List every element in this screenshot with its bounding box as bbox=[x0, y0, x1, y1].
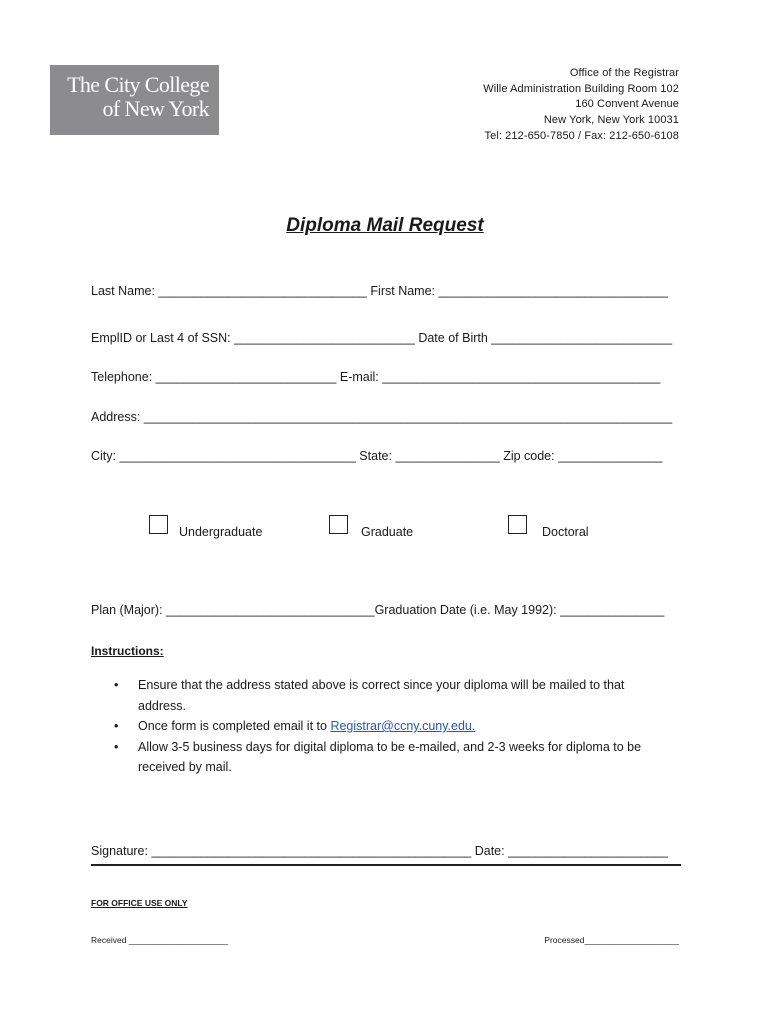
office-phone-fax: Tel: 212-650-7850 / Fax: 212-650-6108 bbox=[484, 129, 679, 142]
address-field[interactable]: Address: ____________________________________________________________________________ bbox=[91, 410, 673, 424]
graduate-label: Graduate bbox=[361, 525, 414, 539]
instruction-text: Allow 3-5 business days for digital diploma to be e-mailed, and 2-3 weeks for diploma to be received by mail. bbox=[138, 739, 642, 774]
logo-line-1: The City College bbox=[67, 72, 209, 97]
name-fields[interactable]: Last Name: ______________________________ First Name: _________________________________ bbox=[91, 284, 668, 298]
instruction-item bbox=[91, 675, 651, 716]
office-name: Office of the Registrar bbox=[569, 67, 679, 79]
registrar-email-link[interactable]: Registrar@ccny.cuny.edu. bbox=[330, 719, 476, 733]
form-title: Diploma Mail Request bbox=[286, 215, 484, 236]
instructions-list bbox=[91, 675, 651, 778]
instructions-title: Instructions: bbox=[91, 644, 164, 658]
instruction-item bbox=[91, 737, 651, 778]
graduate-checkbox[interactable] bbox=[329, 515, 348, 534]
signature-date-fields[interactable]: Signature: ______________________________________________ Date: _______________________ bbox=[91, 844, 668, 858]
plan-graduation-fields[interactable]: Plan (Major): ______________________________Graduation Date (i.e. May 1992): _______________ bbox=[91, 603, 665, 617]
college-logo bbox=[50, 65, 219, 135]
office-street: 160 Convent Avenue bbox=[575, 98, 679, 111]
office-use-title: FOR OFFICE USE ONLY bbox=[91, 898, 188, 908]
bullet-icon: • bbox=[114, 719, 119, 733]
processed-field[interactable]: Processed____________________ bbox=[544, 935, 679, 945]
instruction-text: Ensure that the address stated above is correct since your diploma will be mailed to that address. bbox=[138, 678, 625, 713]
instruction-text: Once form is completed email it to bbox=[138, 719, 331, 733]
received-field[interactable]: Received _____________________ bbox=[91, 935, 229, 945]
undergraduate-checkbox[interactable] bbox=[149, 515, 168, 534]
phone-email-fields[interactable]: Telephone: __________________________ E-mail: ________________________________________ bbox=[91, 370, 661, 384]
logo-line-2: of New York bbox=[102, 96, 209, 121]
office-address-block bbox=[483, 66, 679, 145]
doctoral-label: Doctoral bbox=[542, 525, 589, 539]
office-building: Wille Administration Building Room 102 bbox=[483, 82, 679, 95]
divider bbox=[91, 864, 681, 866]
undergraduate-label: Undergraduate bbox=[179, 525, 263, 539]
emplid-dob-fields[interactable]: EmplID or Last 4 of SSN: __________________________ Date of Birth __________________________ bbox=[91, 331, 673, 345]
doctoral-checkbox[interactable] bbox=[508, 515, 527, 534]
office-city: New York, New York 10031 bbox=[543, 114, 679, 127]
instruction-item bbox=[91, 716, 651, 737]
bullet-icon: • bbox=[114, 739, 119, 754]
city-state-zip-fields[interactable]: City: __________________________________ State: _______________ Zip code: _______________ bbox=[91, 449, 663, 463]
degree-options bbox=[0, 515, 770, 545]
bullet-icon: • bbox=[114, 678, 119, 692]
